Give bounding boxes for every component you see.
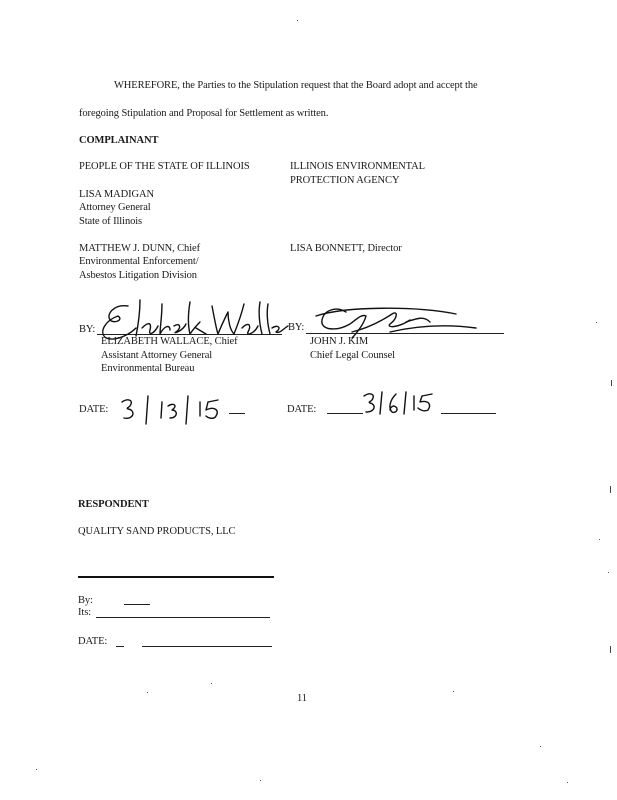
wherefore-line-1: WHEREFORE, the Parties to the Stipulation request that the Board adopt and accept the — [114, 80, 478, 91]
respondent-its-line — [96, 617, 270, 618]
scan-mark — [610, 486, 611, 493]
scan-mark — [611, 380, 612, 386]
scan-speck — [567, 782, 568, 783]
handwritten-date-left — [116, 394, 226, 426]
people-of-illinois: PEOPLE OF THE STATE OF ILLINOIS — [79, 161, 250, 172]
respondent-by-line — [124, 604, 150, 605]
by-label-left: BY: — [79, 324, 96, 335]
respondent-date-line — [142, 646, 272, 647]
scan-mark — [610, 646, 611, 653]
director-name: LISA BONNETT, Director — [290, 243, 402, 254]
date-label-left: DATE: — [79, 404, 109, 415]
iepa-line-1: ILLINOIS ENVIRONMENTAL — [290, 161, 425, 172]
respondent-date-line-short — [116, 646, 124, 647]
scan-speck — [297, 20, 298, 21]
respondent-by-label: By: — [78, 595, 93, 606]
signer-right-name: JOHN J. KIM — [310, 336, 369, 347]
attorney-general-state: State of Illinois — [79, 216, 143, 227]
scan-speck — [211, 683, 212, 684]
scan-speck — [596, 322, 597, 323]
respondent-company: QUALITY SAND PRODUCTS, LLC — [78, 526, 236, 537]
signer-left-bureau: Environmental Bureau — [101, 363, 195, 374]
scan-speck — [540, 746, 541, 747]
signer-left-title: Assistant Attorney General — [101, 350, 213, 361]
signer-right-title: Chief Legal Counsel — [310, 350, 395, 361]
by-label-right: BY: — [288, 322, 305, 333]
chief-division-2: Asbestos Litigation Division — [79, 270, 197, 281]
date-line-left-tail — [229, 413, 245, 414]
respondent-signature-line — [78, 576, 274, 578]
iepa-line-2: PROTECTION AGENCY — [290, 175, 400, 186]
complainant-heading: COMPLAINANT — [79, 135, 159, 146]
date-line-right-end — [441, 413, 496, 414]
chief-division-1: Environmental Enforcement/ — [79, 256, 199, 267]
scan-speck — [260, 780, 261, 781]
respondent-date-label: DATE: — [78, 636, 108, 647]
handwritten-date-right — [360, 390, 440, 418]
respondent-heading: RESPONDENT — [78, 499, 149, 510]
chief-name: MATTHEW J. DUNN, Chief — [79, 243, 200, 254]
signature-kim — [306, 302, 496, 338]
attorney-general-name: LISA MADIGAN — [79, 189, 154, 200]
scan-speck — [453, 691, 454, 692]
page-number: 11 — [297, 693, 307, 704]
wherefore-line-2: foregoing Stipulation and Proposal for Settlement as written. — [79, 108, 329, 119]
scan-speck — [36, 769, 37, 770]
scan-speck — [608, 572, 609, 573]
scan-speck — [599, 539, 600, 540]
date-label-right: DATE: — [287, 404, 317, 415]
date-line-right-start — [327, 413, 363, 414]
signer-left-name: ELIZABETH WALLACE, Chief — [101, 336, 238, 347]
attorney-general-title: Attorney General — [79, 202, 151, 213]
respondent-its-label: Its: — [78, 607, 92, 618]
scan-speck — [147, 692, 148, 693]
